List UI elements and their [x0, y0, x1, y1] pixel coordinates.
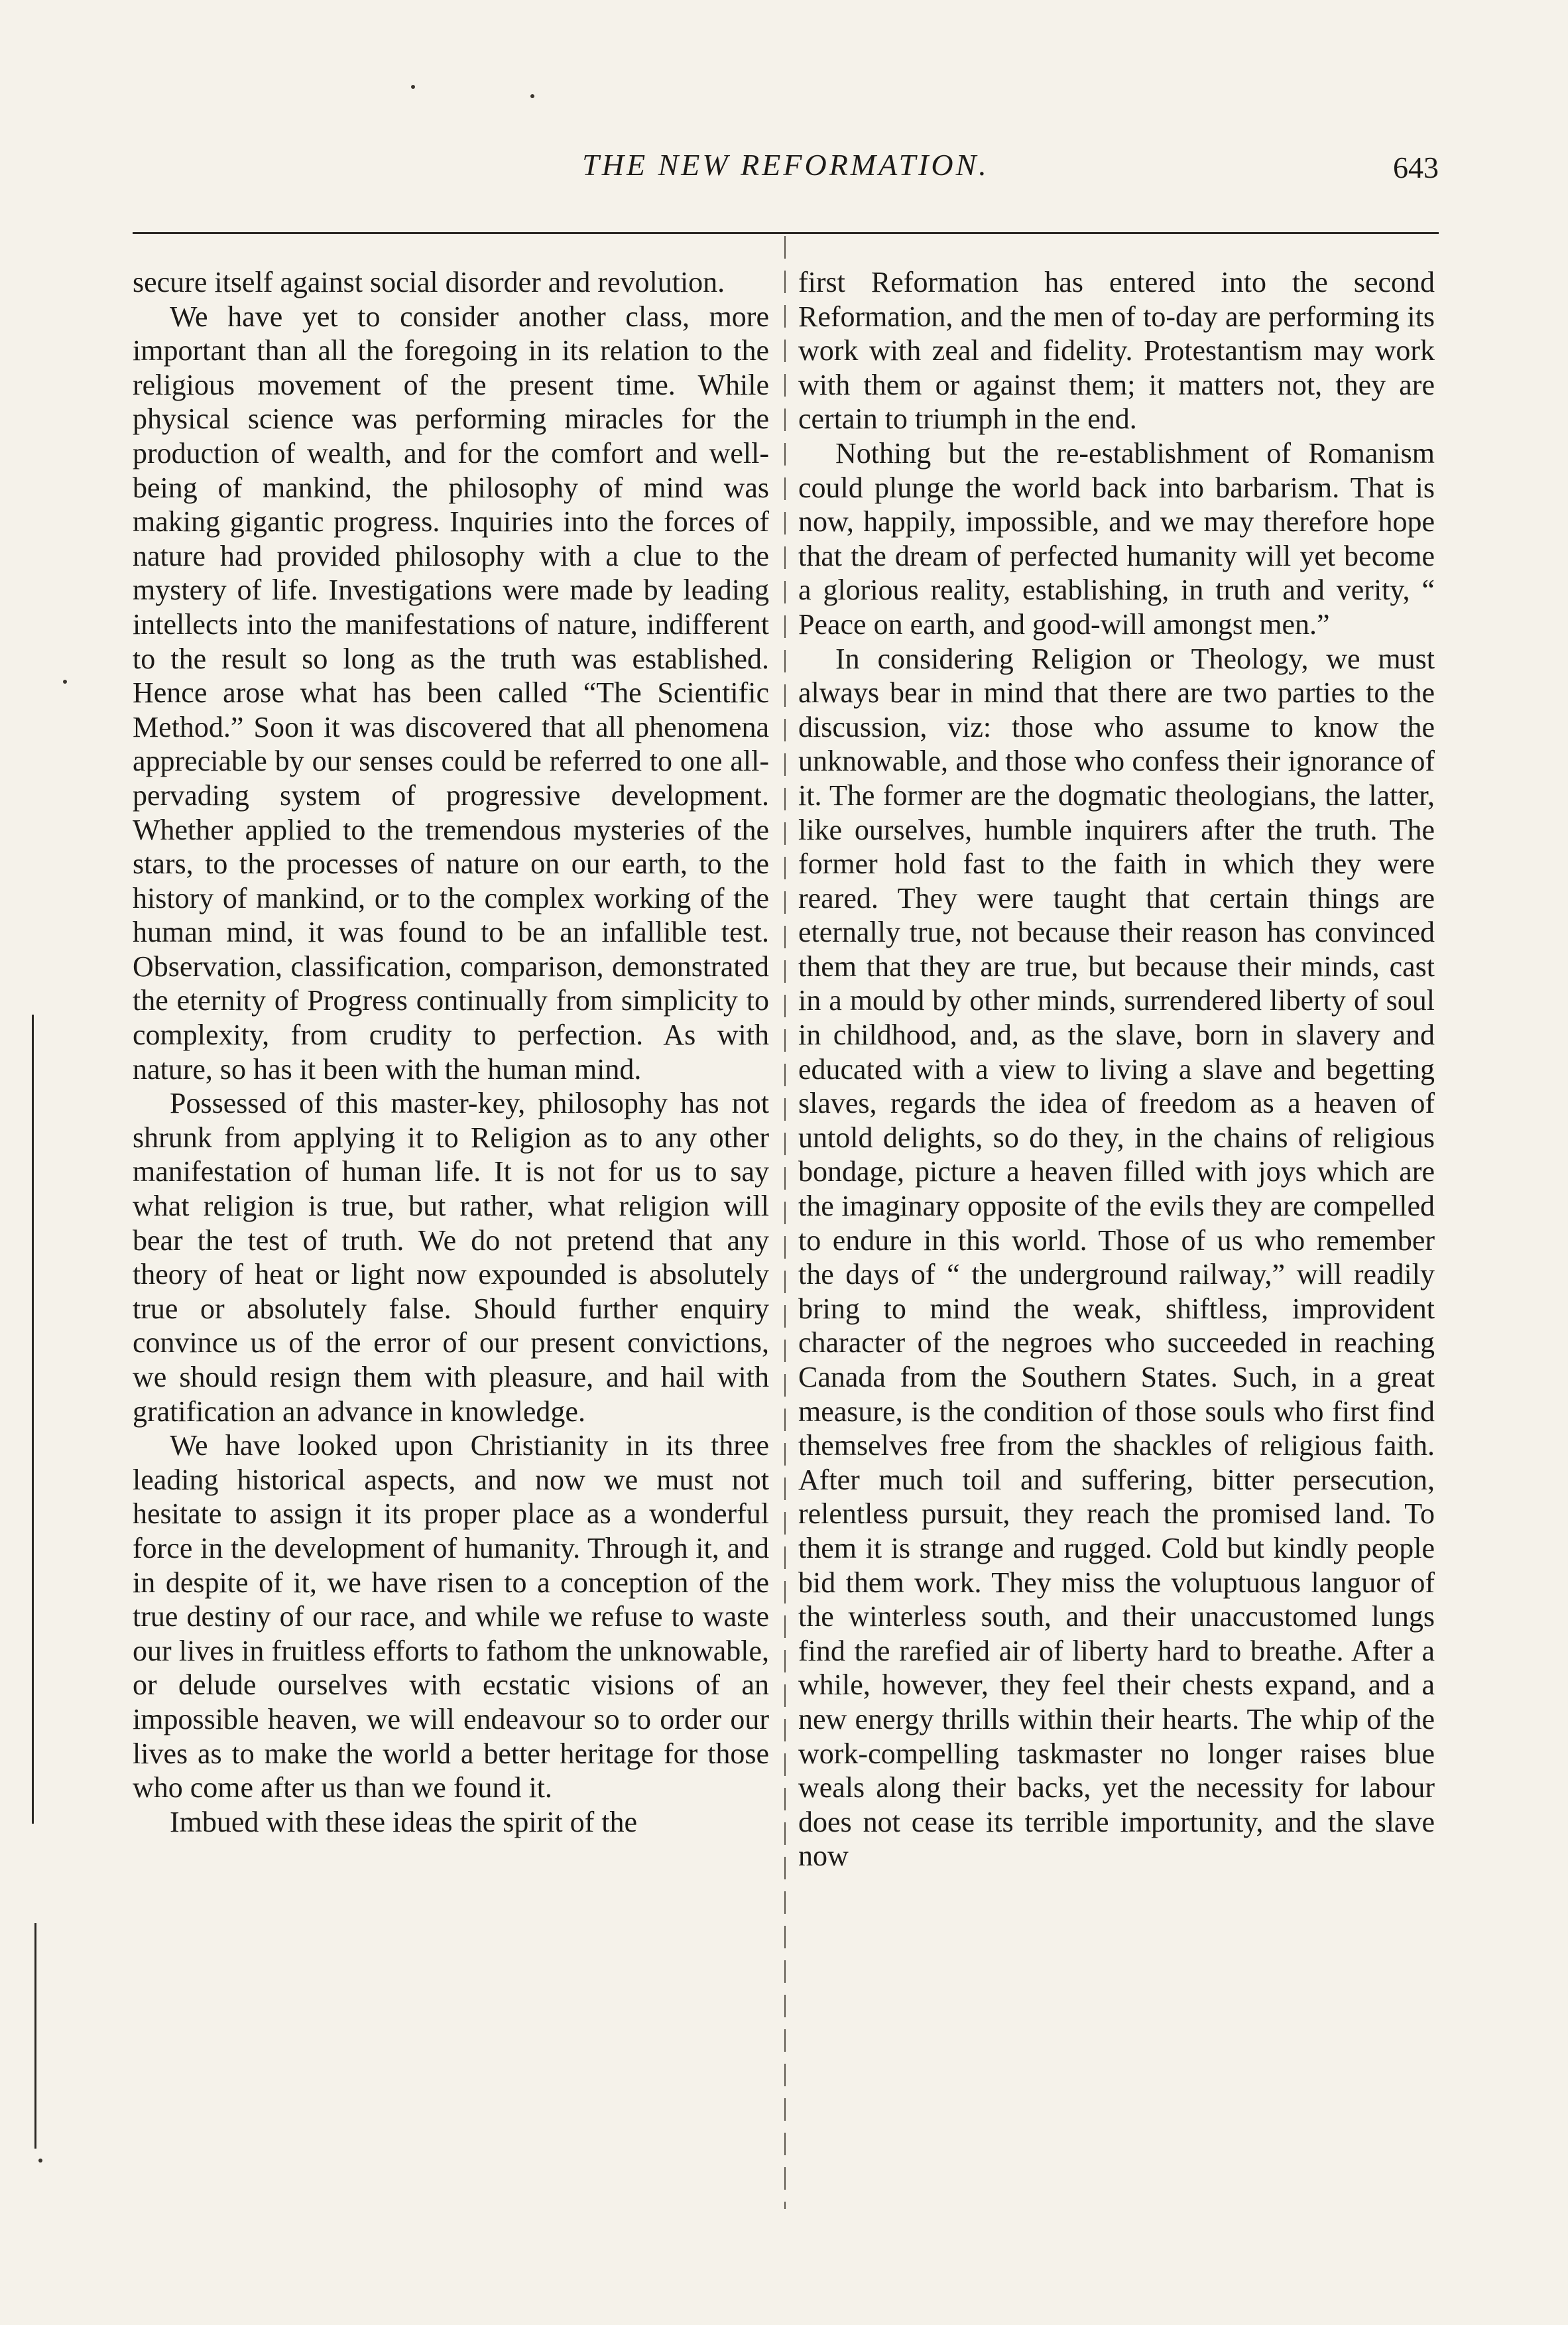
scan-speck — [411, 85, 415, 89]
scan-speck — [38, 2159, 42, 2163]
margin-scan-mark — [32, 1015, 34, 1824]
scan-speck — [530, 94, 534, 98]
scan-speck — [63, 680, 67, 684]
paragraph: We have looked upon Christianity in its three leading historical aspects, and now we must not hesitate to assign it its proper place as a wonderful force in the development of humanity. Through it, and in despite of it, we have risen to a conception of the true destiny of our race, and while we refuse to waste our lives in fruitless efforts to fathom the unknowable, or delude ourselves with ecstatic visions of an impossible heaven, we will endeavour so to order our lives as to make the world a better heritage for those who come after us than we found it. — [133, 1429, 769, 1804]
header-rule — [133, 232, 1439, 234]
paragraph: secure itself against social disorder and revolution. — [133, 266, 725, 298]
paragraph: Nothing but the re-establishment of Romanism could plunge the world back into barbarism. That is now, happily, impossible, and we may therefore hope that the dream of perfected humanity will yet become a glorious reality, establishing, in truth and verity, “ Peace on earth, and good-will amongst men.” — [798, 436, 1435, 641]
paragraph: In considering Religion or Theology, we must always bear in mind that there are two parties to the discussion, viz: those who assume to know the unknowable, and those who confess their ignorance of it. The former are the dogmatic theologians, the latter, like ourselves, humble inquirers after the truth. The former hold fast to the faith in which they were reared. They were taught that certain things are eternally true, not because their reason has convinced them that they are true, but because their minds, cast in a mould by other minds, surrendered liberty of soul in childhood, and, as the slave, born in slavery and educated with a view to living a slave and begetting slaves, regards the idea of freedom as a heaven of untold delights, so do they, in the chains of religious bondage, picture a heaven filled with joys which are the imaginary opposite of the evils they are compelled to endure in this world. Those of us who remember the days of “ the underground railway,” will readily bring to mind the weak, shiftless, improvident character of the negroes who succeeded in reaching Canada from the Southern States. Such, in a great measure, is the condition of those souls who first find themselves free from the shackles of religious faith. After much toil and suffering, bitter persecution, relentless pursuit, they reach the promised land. To them it is strange and rugged. Cold but kindly people bid them work. They miss the voluptuous languor of the winterless south, and their unaccustomed lungs find the rarefied air of liberty hard to breathe. After a while, however, they feel their chests expand, and a new energy thrills within their hearts. The whip of the work-compelling taskmaster no longer raises blue weals along their backs, yet the necessity for labour does not cease its terrible importunity, and the slave now — [798, 642, 1435, 1873]
right-column — [798, 265, 1435, 1873]
column-divider — [784, 236, 786, 2209]
page-number: 643 — [1393, 151, 1439, 184]
paragraph: We have yet to consider another class, more important than all the foregoing in its relation to the religious movement of the present time. While physical science was performing miracles for the production of wealth, and for the comfort and well-being of mankind, the philosophy of mind was making gigantic progress. Inquiries into the forces of nature had provided philosophy with a clue to the mystery of life. Investigations were made by leading intellects into the manifestations of nature, indifferent to the result so long as the truth was established. Hence arose what has been called “The Scientific Method.” Soon it was discovered that all phenomena appreciable by our senses could be referred to one all-pervading system of progressive development. Whether applied to the tremendous mysteries of the stars, to the processes of nature on our earth, to the history of mankind, or to the complex working of the human mind, it was found to be an infallible test. Observation, classification, comparison, demonstrated the eternity of Progress continually from simplicity to complexity, from crudity to perfection. As with nature, so has it been with the human mind. — [133, 300, 769, 1086]
paragraph: first Reformation has entered into the second Reformation, and the men of to-day are performing its work with zeal and fidelity. Protestantism may work with them or against them; it matters not, they are certain to triumph in the end. — [798, 266, 1435, 436]
page-header — [133, 147, 1439, 200]
running-title: THE NEW REFORMATION. — [582, 148, 989, 182]
paragraph: Imbued with these ideas the spirit of the — [170, 1805, 638, 1838]
left-column — [133, 265, 769, 1839]
paragraph: Possessed of this master-key, philosophy has not shrunk from applying it to Religion as to any other manifestation of human life. It is not for us to say what religion is true, but rather, what religion will bear the test of truth. We do not pretend that any theory of heat or light now expounded is absolutely true or absolutely false. Should further enquiry convince us of the error of our present convictions, we should resign them with pleasure, and hail with gratification an advance in knowledge. — [133, 1087, 769, 1428]
margin-scan-mark — [34, 1923, 36, 2149]
